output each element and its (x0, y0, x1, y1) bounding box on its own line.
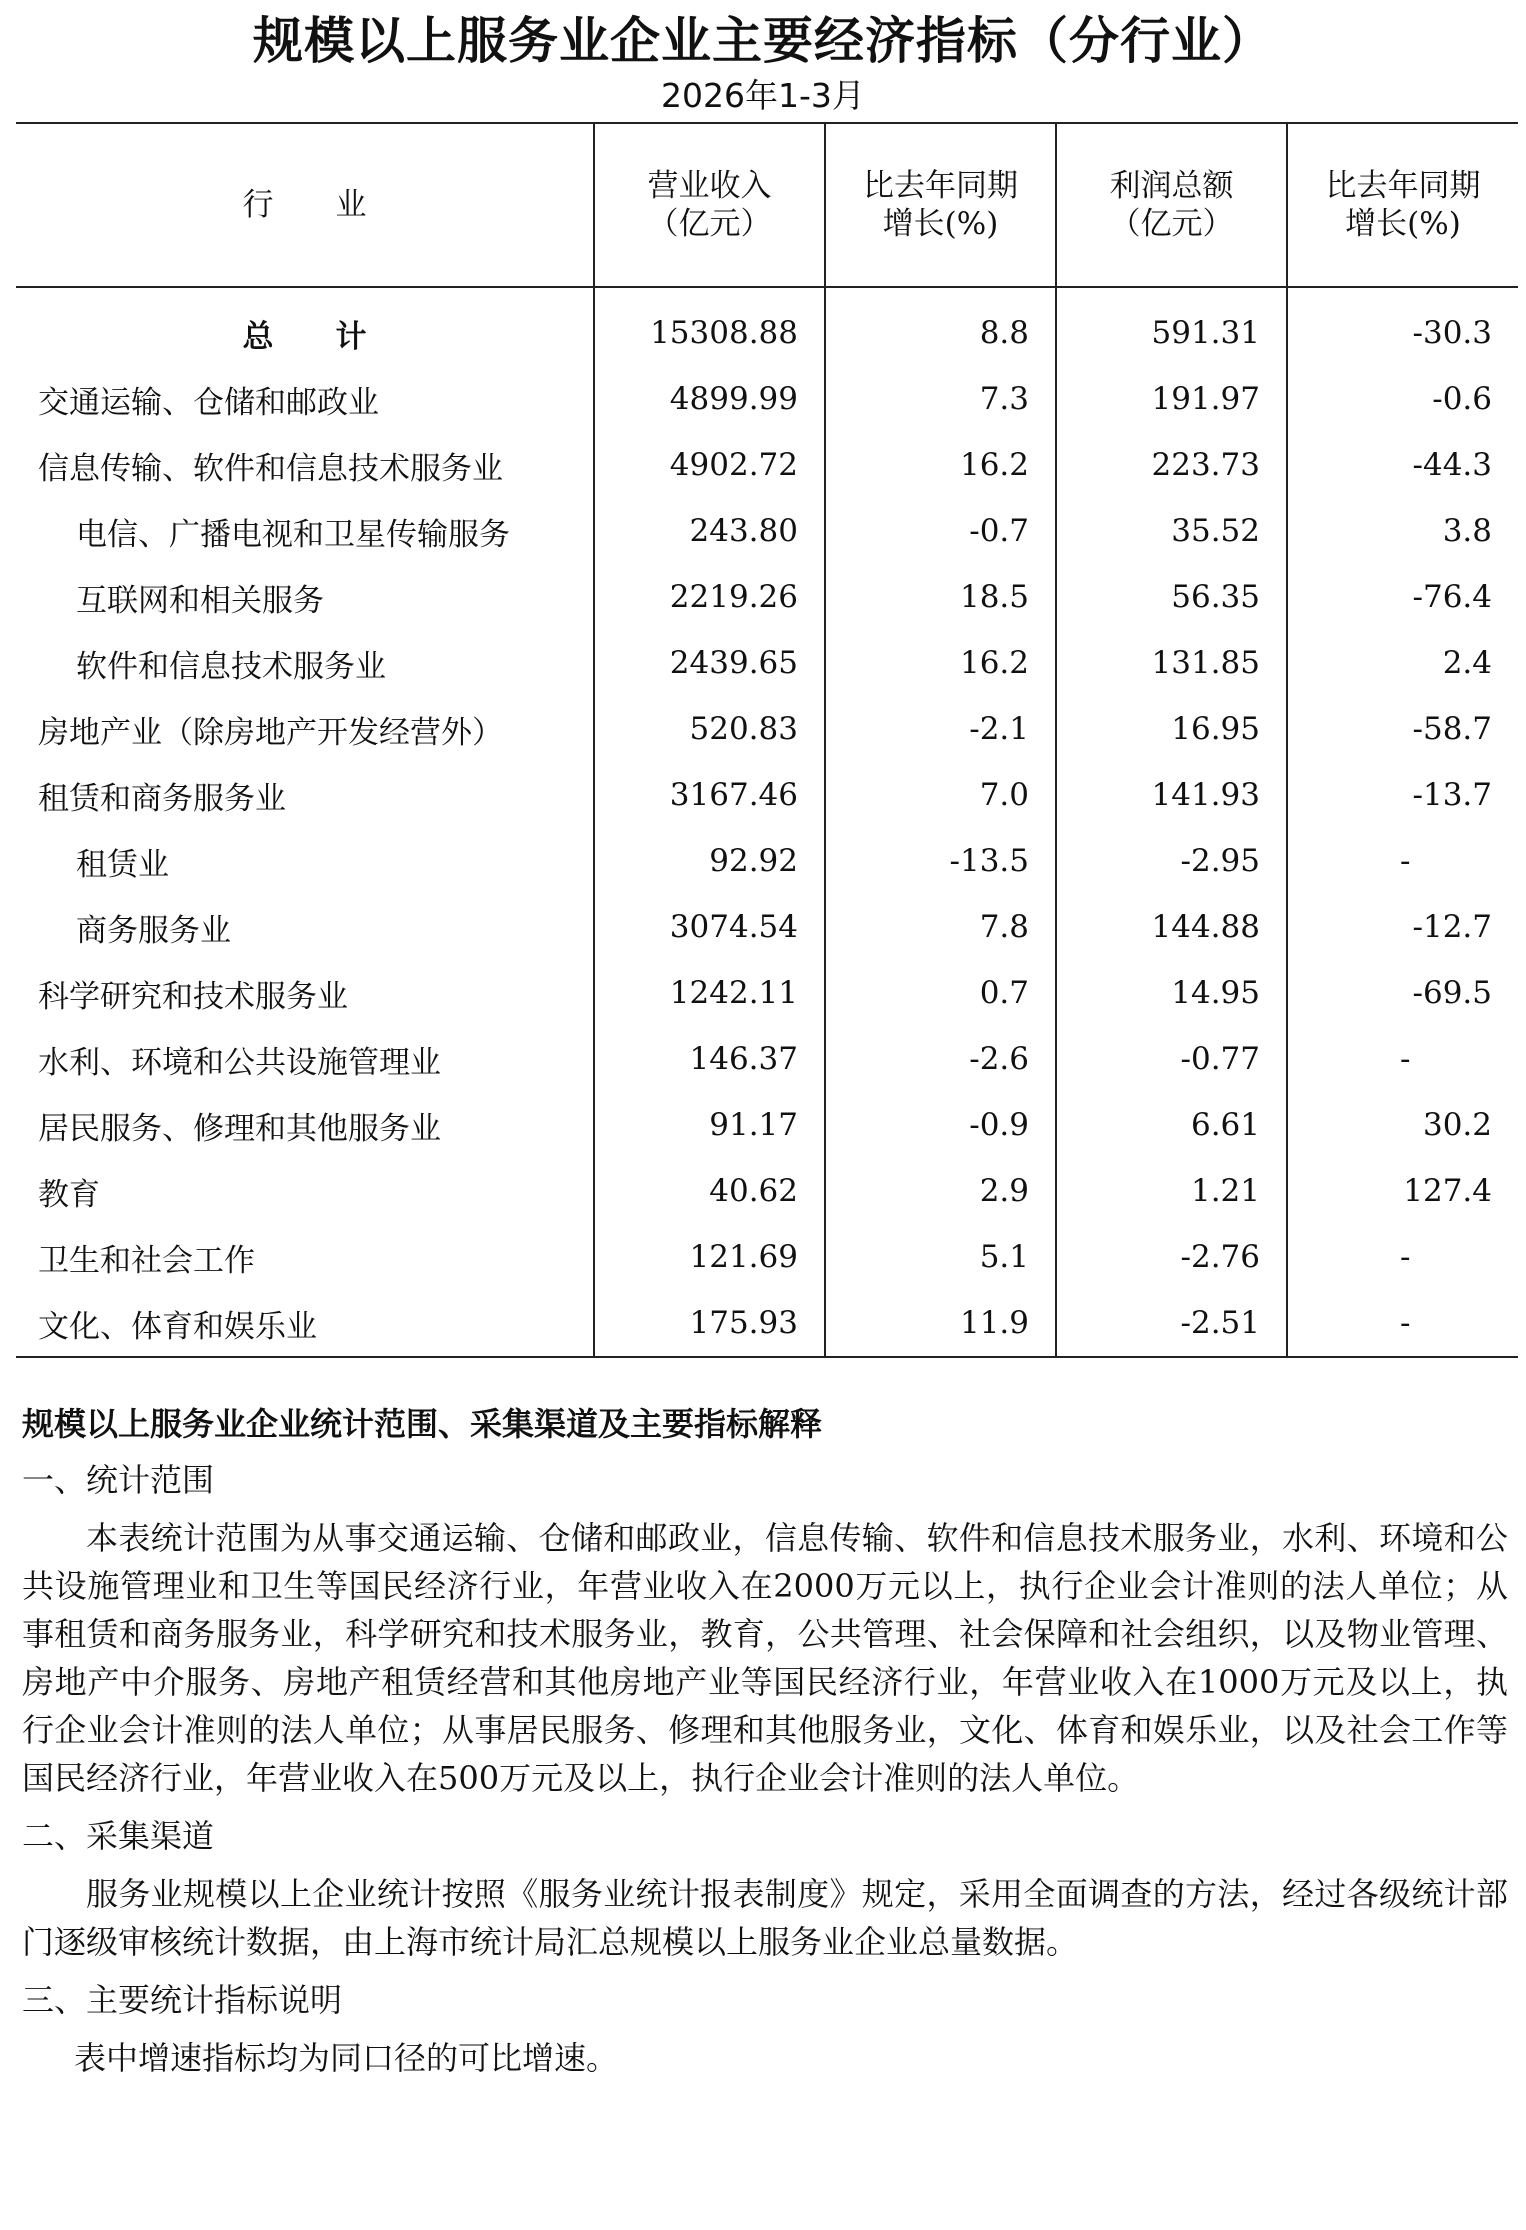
profit-growth-value: -69.5 (1287, 960, 1518, 1026)
profit-value: 131.85 (1056, 630, 1287, 696)
header-industry: 行 业 (16, 123, 594, 287)
paragraph-indicators: 表中增速指标均为同口径的可比增速。 (74, 2039, 619, 2077)
revenue-value: 91.17 (594, 1092, 825, 1158)
table-header-row (16, 123, 1518, 287)
industry-name: 信息传输、软件和信息技术服务业 (38, 450, 503, 487)
industry-name: 总 计 (242, 318, 367, 355)
revenue-value: 4899.99 (594, 366, 825, 432)
profit-growth-value: 127.4 (1287, 1158, 1518, 1224)
table-row (16, 1092, 1518, 1158)
revenue-growth-value: -0.9 (825, 1092, 1056, 1158)
profit-value: 141.93 (1056, 762, 1287, 828)
profit-value: -2.95 (1056, 828, 1287, 894)
table-row (16, 1224, 1518, 1290)
page-title: 规模以上服务业企业主要经济指标（分行业） (253, 12, 1273, 70)
profit-growth-value: 3.8 (1287, 498, 1518, 564)
profit-growth-value: - (1287, 1290, 1518, 1357)
revenue-growth-value: 5.1 (825, 1224, 1056, 1290)
profit-value: 6.61 (1056, 1092, 1287, 1158)
industry-name: 科学研究和技术服务业 (38, 978, 348, 1015)
notes-section (22, 1386, 1508, 2082)
table-row (16, 960, 1518, 1026)
industry-name: 水利、环境和公共设施管理业 (38, 1044, 441, 1081)
revenue-growth-value: -13.5 (825, 828, 1056, 894)
profit-value: 16.95 (1056, 696, 1287, 762)
industry-name: 教育 (38, 1176, 100, 1213)
revenue-value: 3074.54 (594, 894, 825, 960)
table-row-sub (16, 828, 1518, 894)
industry-name: 租赁和商务服务业 (38, 780, 286, 817)
industry-name: 房地产业（除房地产开发经营外） (38, 714, 503, 751)
table-row-total (16, 287, 1518, 366)
revenue-growth-value: -0.7 (825, 498, 1056, 564)
profit-growth-value: - (1287, 1224, 1518, 1290)
profit-growth-value: -76.4 (1287, 564, 1518, 630)
revenue-value: 146.37 (594, 1026, 825, 1092)
revenue-value: 15308.88 (594, 287, 825, 366)
table-row (16, 1290, 1518, 1357)
section-heading-scope: 一、统计范围 (22, 1461, 215, 1499)
profit-value: 144.88 (1056, 894, 1287, 960)
section-heading-indicators: 三、主要统计指标说明 (22, 1981, 343, 2019)
profit-value: -2.51 (1056, 1290, 1287, 1357)
table-row (16, 1026, 1518, 1092)
profit-value: -2.76 (1056, 1224, 1287, 1290)
revenue-value: 2439.65 (594, 630, 825, 696)
revenue-value: 3167.46 (594, 762, 825, 828)
revenue-value: 520.83 (594, 696, 825, 762)
profit-value: 35.52 (1056, 498, 1287, 564)
profit-growth-value: -0.6 (1287, 366, 1518, 432)
header-revenue: 营业收入 （亿元） (594, 123, 825, 287)
revenue-growth-value: 11.9 (825, 1290, 1056, 1357)
industry-name: 居民服务、修理和其他服务业 (38, 1110, 441, 1147)
paragraph-scope: 本表统计范围为从事交通运输、仓储和邮政业，信息传输、软件和信息技术服务业，水利、环境和公共设施管理业和卫生等国民经济行业，年营业收入在2000万元以上，执行企业会计准则的法人单位；从事租赁和商务服务业，科学研究和技术服务业，教育，公共管理、社会保障和社会组织，以及物业管理、房地产中介服务、房地产租赁经营和其他房地产业等国民经济行业，年营业收入在1000万元及以上，执行企业会计准则的法人单位；从事居民服务、修理和其他服务业，文化、体育和娱乐业，以及社会工作等国民经济行业，年营业收入在500万元及以上，执行企业会计准则的法人单位。 (22, 1519, 1508, 1797)
industry-name: 互联网和相关服务 (76, 582, 324, 619)
revenue-value: 243.80 (594, 498, 825, 564)
section-heading-collection: 二、采集渠道 (22, 1817, 215, 1855)
revenue-growth-value: 2.9 (825, 1158, 1056, 1224)
industry-name: 文化、体育和娱乐业 (16, 1290, 594, 1357)
revenue-growth-value: 0.7 (825, 960, 1056, 1026)
revenue-growth-value: 7.3 (825, 366, 1056, 432)
profit-growth-value: -44.3 (1287, 432, 1518, 498)
profit-growth-value: -30.3 (1287, 287, 1518, 366)
revenue-value: 2219.26 (594, 564, 825, 630)
revenue-value: 92.92 (594, 828, 825, 894)
profit-growth-value: 2.4 (1287, 630, 1518, 696)
profit-value: 191.97 (1056, 366, 1287, 432)
revenue-value: 40.62 (594, 1158, 825, 1224)
paragraph-collection: 服务业规模以上企业统计按照《服务业统计报表制度》规定，采用全面调查的方法，经过各级统计部门逐级审核统计数据，由上海市统计局汇总规模以上服务业企业总量数据。 (22, 1875, 1508, 1961)
revenue-value: 175.93 (594, 1290, 825, 1357)
table-row-sub (16, 894, 1518, 960)
profit-growth-value: - (1287, 828, 1518, 894)
industry-name: 电信、广播电视和卫星传输服务 (76, 516, 510, 553)
revenue-growth-value: 16.2 (825, 432, 1056, 498)
table-row-sub (16, 630, 1518, 696)
profit-value: 56.35 (1056, 564, 1287, 630)
profit-growth-value: 30.2 (1287, 1092, 1518, 1158)
table-row-sub (16, 498, 1518, 564)
profit-value: -0.77 (1056, 1026, 1287, 1092)
revenue-growth-value: -2.6 (825, 1026, 1056, 1092)
revenue-growth-value: 16.2 (825, 630, 1056, 696)
revenue-value: 4902.72 (594, 432, 825, 498)
table-row-sub (16, 564, 1518, 630)
table-row (16, 1158, 1518, 1224)
profit-value: 223.73 (1056, 432, 1287, 498)
revenue-growth-value: 7.0 (825, 762, 1056, 828)
revenue-growth-value: 8.8 (825, 287, 1056, 366)
notes-title: 规模以上服务业企业统计范围、采集渠道及主要指标解释 (22, 1405, 823, 1443)
period-subtitle: 2026年1-3月 (661, 76, 865, 115)
table-row (16, 432, 1518, 498)
header-profit-growth: 比去年同期 增长(%) (1287, 123, 1518, 287)
industry-name: 卫生和社会工作 (38, 1242, 255, 1279)
header-revenue-growth: 比去年同期 增长(%) (825, 123, 1056, 287)
profit-growth-value: -58.7 (1287, 696, 1518, 762)
industry-name: 租赁业 (76, 846, 169, 883)
profit-value: 1.21 (1056, 1158, 1287, 1224)
revenue-value: 1242.11 (594, 960, 825, 1026)
table-row (16, 696, 1518, 762)
profit-value: 591.31 (1056, 287, 1287, 366)
revenue-growth-value: -2.1 (825, 696, 1056, 762)
profit-growth-value: -12.7 (1287, 894, 1518, 960)
industry-name: 商务服务业 (76, 912, 231, 949)
profit-growth-value: - (1287, 1026, 1518, 1092)
industry-name: 交通运输、仓储和邮政业 (38, 384, 379, 421)
table-row (16, 366, 1518, 432)
header-profit: 利润总额 （亿元） (1056, 123, 1287, 287)
profit-value: 14.95 (1056, 960, 1287, 1026)
indicators-table (16, 122, 1518, 1358)
revenue-growth-value: 7.8 (825, 894, 1056, 960)
revenue-value: 121.69 (594, 1224, 825, 1290)
table-row (16, 762, 1518, 828)
profit-growth-value: -13.7 (1287, 762, 1518, 828)
industry-name: 软件和信息技术服务业 (76, 648, 386, 685)
revenue-growth-value: 18.5 (825, 564, 1056, 630)
